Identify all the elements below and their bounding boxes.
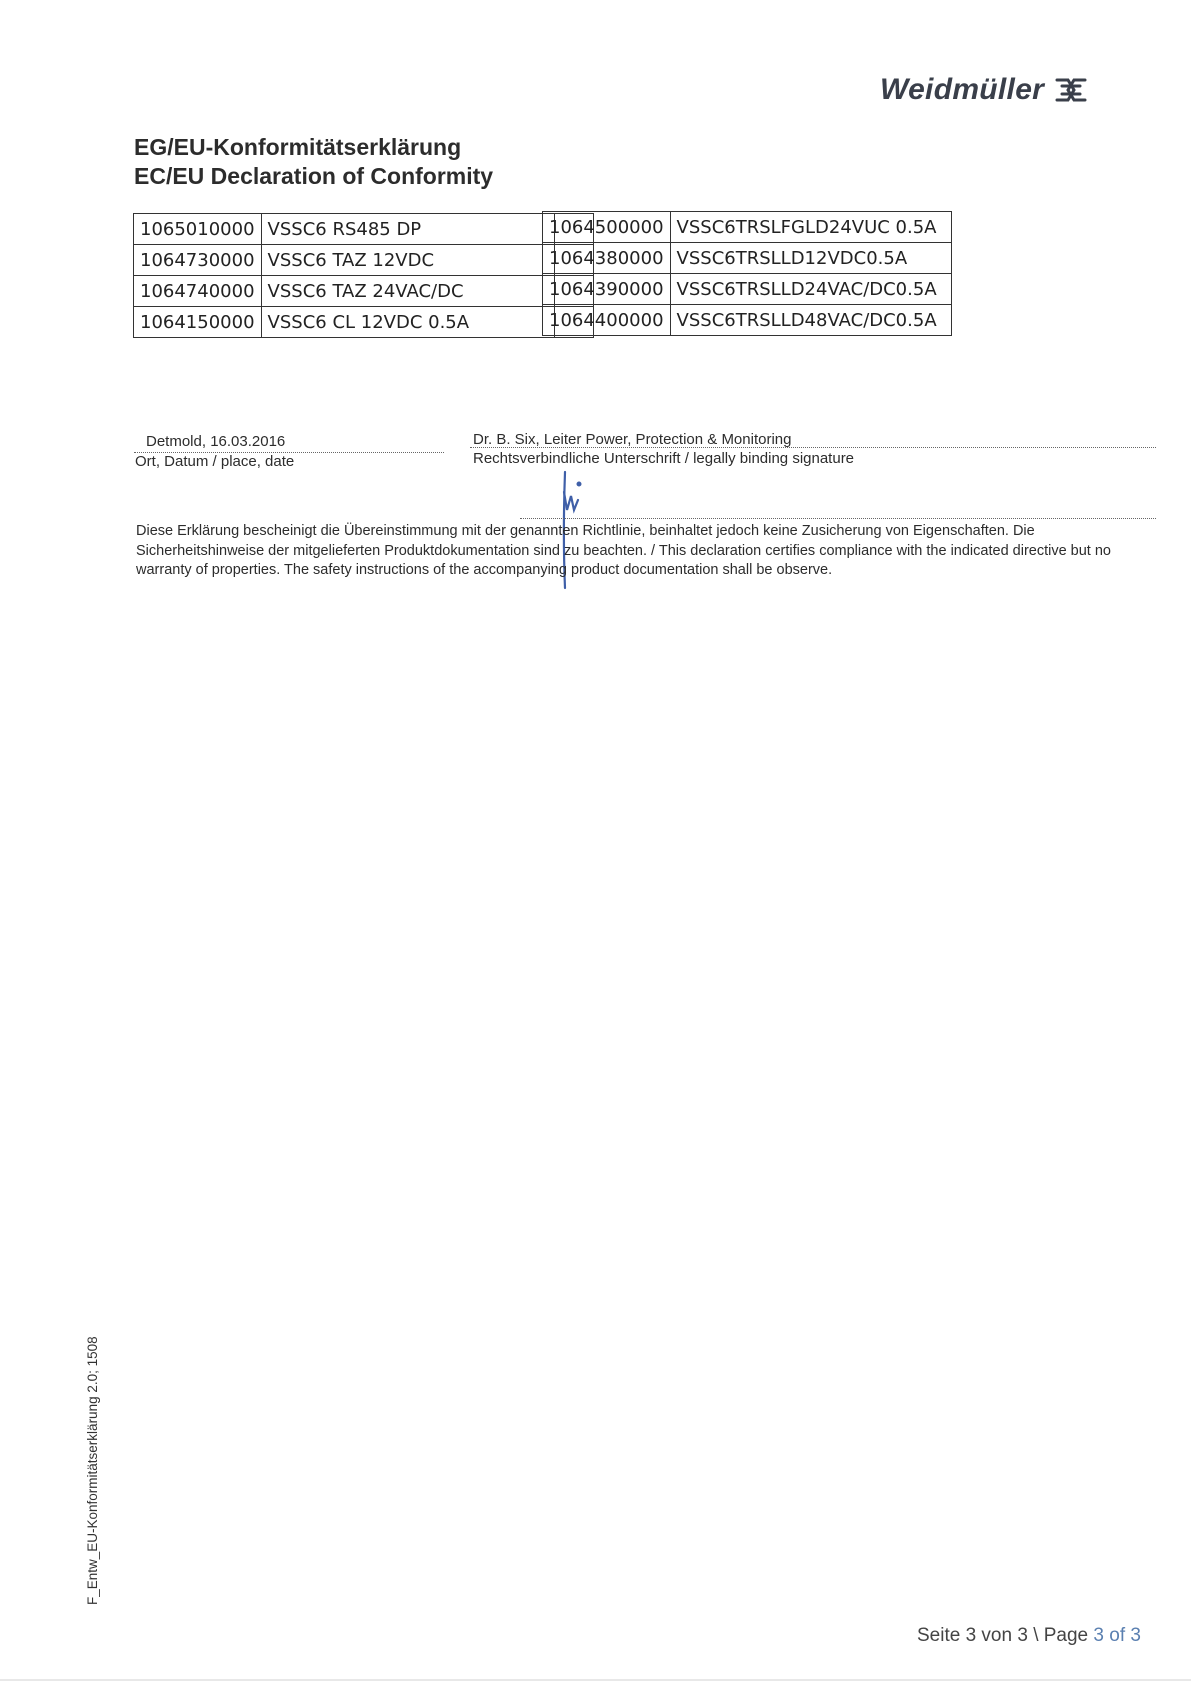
article-number: 1065010000 bbox=[134, 214, 262, 245]
article-number: 1064740000 bbox=[134, 276, 262, 307]
article-name: VSSC6 RS485 DP bbox=[261, 214, 554, 245]
product-table-right bbox=[542, 211, 952, 336]
article-name: VSSC6TRSLLD12VDC0.5A bbox=[670, 243, 951, 274]
article-number: 1064380000 bbox=[543, 243, 671, 274]
signer-line bbox=[470, 447, 1156, 448]
page-title-english: EC/EU Declaration of Conformity bbox=[134, 163, 494, 189]
place-date-label: Ort, Datum / place, date bbox=[135, 453, 295, 470]
page-title-german: EG/EU-Konformitätserklärung bbox=[134, 134, 462, 160]
signer-name: Dr. B. Six, Leiter Power, Protection & Monitoring bbox=[473, 431, 792, 448]
place-date-value: Detmold, 16.03.2016 bbox=[146, 433, 286, 450]
brand-logo bbox=[880, 70, 1088, 110]
weidmueller-logo-icon bbox=[1054, 75, 1088, 105]
form-reference: F_Entw_EU-Konformitätserklärung 2.0; 1508 bbox=[85, 1336, 100, 1605]
article-name: VSSC6 CL 12VDC 0.5A bbox=[261, 307, 554, 338]
article-name: VSSC6TRSLLD48VAC/DC0.5A bbox=[670, 305, 951, 336]
table-row bbox=[543, 274, 952, 305]
article-number: 1064400000 bbox=[543, 305, 671, 336]
product-table-left bbox=[133, 213, 594, 338]
table-row bbox=[543, 212, 952, 243]
article-number: 1064150000 bbox=[134, 307, 262, 338]
page-total: of 3 bbox=[1103, 1625, 1141, 1646]
table-row bbox=[543, 305, 952, 336]
scan-edge bbox=[0, 1679, 1191, 1681]
article-name: VSSC6 TAZ 24VAC/DC bbox=[261, 276, 554, 307]
table-row bbox=[134, 276, 594, 307]
article-number: 1064390000 bbox=[543, 274, 671, 305]
page-label: Seite 3 von 3 \ Page bbox=[917, 1625, 1094, 1646]
article-name: VSSC6 TAZ 12VDC bbox=[261, 245, 554, 276]
table-row bbox=[134, 307, 594, 338]
table-row bbox=[134, 245, 594, 276]
table-row bbox=[543, 243, 952, 274]
brand-name: Weidmüller bbox=[880, 73, 1045, 106]
table-row bbox=[134, 214, 594, 245]
separator-line bbox=[520, 518, 1156, 519]
article-number: 1064730000 bbox=[134, 245, 262, 276]
legal-notice: Diese Erklärung bescheinigt die Übereinstimmung mit der genannten Richtlinie, beinhaltet jedoch keine Zusicherung von Eigenschaften. Die Sicherheitshinweise der mitgelieferten Produktdokumentation sind zu beachten. / This declaration certifies compliance with the indicated directive but no warranty of properties. The safety instructions of the accompanying product documentation shall be observe. bbox=[136, 523, 1111, 578]
article-name: VSSC6TRSLLD24VAC/DC0.5A bbox=[670, 274, 951, 305]
article-name: VSSC6TRSLFGLD24VUC 0.5A bbox=[670, 212, 951, 243]
article-number: 1064500000 bbox=[543, 212, 671, 243]
page-number bbox=[917, 1625, 1141, 1647]
page-current: 3 bbox=[1093, 1625, 1104, 1646]
signer-label: Rechtsverbindliche Unterschrift / legally binding signature bbox=[473, 450, 855, 467]
